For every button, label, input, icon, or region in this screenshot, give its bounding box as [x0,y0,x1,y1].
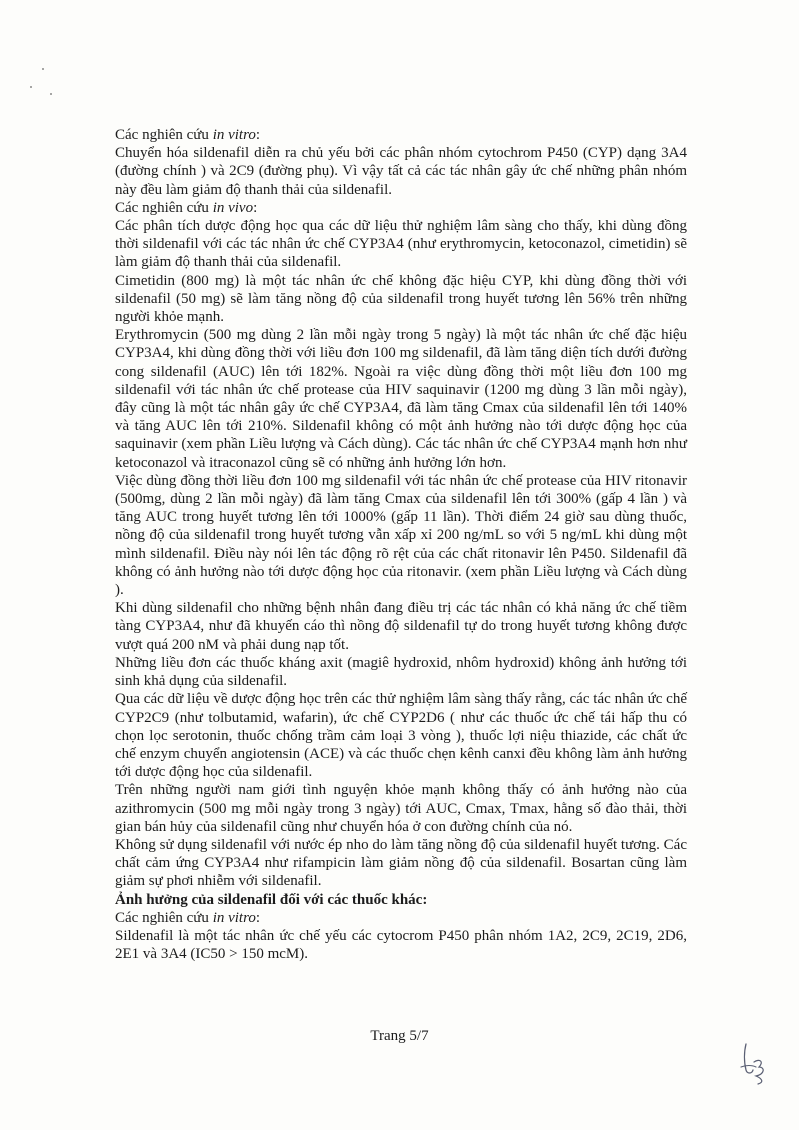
paragraph-grapefruit: Không sử dụng sildenafil với nước ép nho do làm tăng nồng độ của sildenafil huyết tương. Các chất cảm ứng CYP3A4 như rifampicin làm giảm nồng độ của sildenafil. Bosartan cũng làm giảm sự phơi nhiễm với sildenafil. [115,836,687,890]
handwritten-initials-icon [732,1040,776,1086]
subheading-in-vivo: Các nghiên cứu in vivo: [115,199,258,216]
paragraph-cyp3a4-inhibitors: Khi dùng sildenafil cho những bệnh nhân đang điều trị các tác nhân có khả năng ức chế tiềm tàng CYP3A4, như đã khuyến cáo thì nồng độ sildenafil tự do trong huyết tương không được vượt quá 200 nM và phải dung nạp tốt. [115,600,687,653]
document-body [115,126,687,963]
section-heading-effects-on-other-drugs: Ảnh hưởng của sildenafil đối với các thuốc khác: [115,891,428,908]
paragraph-antacids: Những liều đơn các thuốc kháng axit (magiê hydroxid, nhôm hydroxid) không ảnh hưởng tới sinh khả dụng của sildenafil. [115,654,687,690]
scan-speck [42,68,44,70]
paragraph-cyp2c9-cyp2d6: Qua các dữ liệu về dược động học trên các thử nghiệm lâm sàng thấy rằng, các tác nhân ức chế CYP2C9 (như tolbutamid, wafarin), ức chế CYP2D6 ( như các thuốc ức chế tái hấp thu có chọn lọc serotonin, thuốc chống trầm cảm loại 3 vòng ), thuốc lợi niệu thiazide, các chất ức chế enzym chuyển angiotensin (ACE) và các thuốc chẹn kênh canxi đều không làm ảnh hưởng tới dược động học của sildenafil. [115,691,687,781]
paragraph-metabolism: Chuyển hóa sildenafil diễn ra chủ yếu bởi các phân nhóm cytochrom P450 (CYP) dạng 3A4 (đường chính ) và 2C9 (đường phụ). Vì vậy tất cả các tác nhân gây ức chế những phân nhóm này đều làm giảm độ thanh thải của sildenafil. [115,145,687,198]
page-number: Trang 5/7 [370,1028,429,1044]
scan-speck [30,86,32,88]
paragraph-pharmacokinetic-analysis: Các phân tích dược động học qua các dữ liệu thử nghiệm lâm sàng cho thấy, khi dùng đồng thời sildenafil với các tác nhân ức chế CYP3A4 (như erythromycin, ketoconazol, cimetidin) sẽ làm giảm độ thanh thải của sildenafil. [115,218,687,271]
paragraph-erythromycin: Erythromycin (500 mg dùng 2 lần mỗi ngày trong 5 ngày) là một tác nhân ức chế đặc hiệu CYP3A4, khi dùng đồng thời với liều đơn 100 mg sildenafil, đã làm tăng diện tích dưới đường cong sildenafil (AUC) lên tới 182%. Ngoài ra việc dùng đồng thời một liều đơn 100 mg sildenafil với tác nhân ức chế protease của HIV saquinavir (1200 mg dùng 3 lần mỗi ngày), đây cũng là một tác nhân gây ức chế CYP3A4, đã làm tăng Cmax của sildenafil lên tới 140% và tăng AUC lên tới 210%. Sildenafil không có một ảnh hưởng nào tới dược động học của saquinavir (xem phần Liều lượng và Cách dùng). Các tác nhân ức chế CYP3A4 mạnh hơn như ketoconazol và itraconazol cũng sẽ có những ảnh hưởng lớn hơn. [115,327,687,471]
paragraph-azithromycin: Trên những người nam giới tình nguyện khỏe mạnh không thấy có ảnh hưởng nào của azithromycin (500 mg mỗi ngày trong 3 ngày) tới AUC, Cmax, Tmax, hằng số đào thải, thời gian bán hủy của sildenafil cũng như chuyển hóa ở con đường chính của nó. [115,782,687,835]
paragraph-ritonavir: Việc dùng đồng thời liều đơn 100 mg sildenafil với tác nhân ức chế protease của HIV ritonavir (500mg, dùng 2 lần mỗi ngày) đã làm tăng Cmax của sildenafil lên tới 300% (gấp 4 lần ) và tăng AUC trong huyết tương lên tới 1000% (gấp 11 lần). Thời điểm 24 giờ sau dùng thuốc, nồng độ của sildenafil trong huyết tương vẫn xấp xỉ 200 ng/mL so với 5 ng/mL khi dùng một mình sildenafil. Điều này nói lên tác động rõ rệt của các chất ritonavir lên P450. Sildenafil đã không có ảnh hưởng nào tới dược động học của ritonavir. (xem phần Liều lượng và Cách dùng ). [115,472,687,599]
subheading-in-vitro: Các nghiên cứu in vitro: [115,127,261,143]
scan-speck [50,93,52,95]
paragraph-cytochrome-inhibition: Sildenafil là một tác nhân ức chế yếu các cytocrom P450 phân nhóm 1A2, 2C9, 2C19, 2D6, 2E1 và 3A4 (IC50 > 150 mcM). [115,927,687,963]
paragraph-cimetidin: Cimetidin (800 mg) là một tác nhân ức chế không đặc hiệu CYP, khi dùng đồng thời với sildenafil (50 mg) sẽ làm tăng nồng độ của sildenafil trong huyết tương lên 56% trên những người khỏe mạnh. [115,272,687,326]
subheading-in-vitro-2: Các nghiên cứu in vitro: [115,909,261,926]
